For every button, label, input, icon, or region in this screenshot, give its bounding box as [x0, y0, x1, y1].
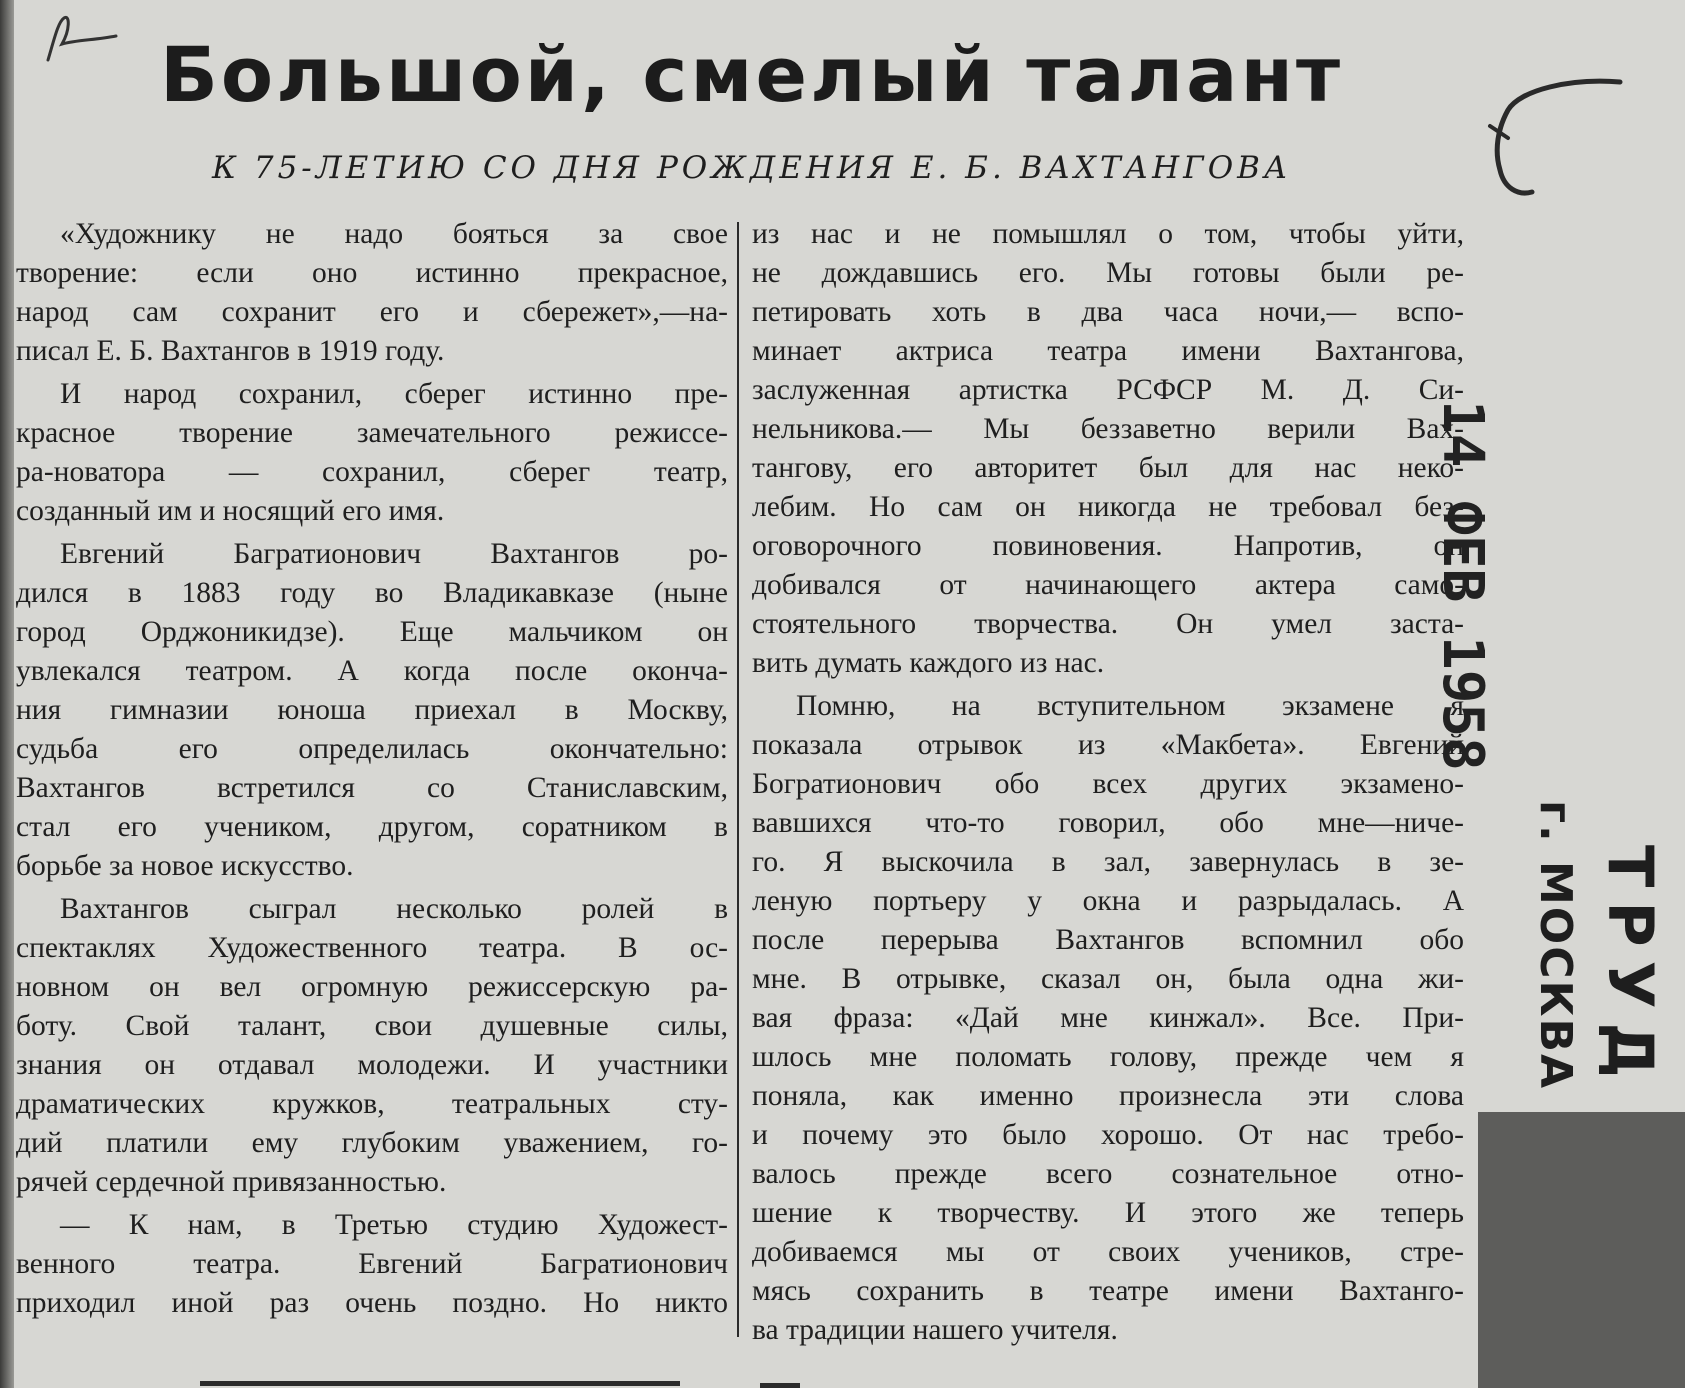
text-line: добиваемся мы от своих учеников, стре-: [752, 1236, 1464, 1268]
text-line: стал его учеником, другом, соратником в: [16, 811, 728, 843]
text-line: нельникова.— Мы беззаветно верили Вах-: [752, 413, 1464, 445]
text-line: шлось мне поломать голову, прежде чем я: [752, 1041, 1464, 1073]
text-line: го. Я выскочила в зал, завернулась в зе-: [752, 846, 1464, 878]
text-line: стоятельного творчества. Он умел заста-: [752, 608, 1464, 640]
text-line: знания он отдавал молодежи. И участники: [16, 1049, 728, 1081]
text-line: творение: если оно истинно прекрасное,: [16, 257, 728, 289]
article-subheadline: К 75-ЛЕТИЮ СО ДНЯ РОЖДЕНИЯ Е. Б. ВАХТАНГОВА: [212, 150, 1292, 186]
text-line: петировать хоть в два часа ночи,— вспо-: [752, 296, 1464, 328]
text-line: писал Е. Б. Вахтангов в 1919 году.: [16, 335, 445, 367]
text-line: Вахтангов встретился со Станиславским,: [16, 772, 728, 804]
text-line: не дождавшись его. Мы готовы были ре-: [752, 257, 1464, 289]
text-line: Вахтангов сыграл несколько ролей в: [60, 893, 728, 925]
clipping-left-edge: [0, 0, 14, 1388]
text-line: ра-новатора — сохранил, сберег театр,: [16, 456, 728, 488]
text-line: народ сам сохранит его и сбережет»,—на-: [16, 296, 728, 328]
date-stamp: 14 ФЕВ 1958: [1430, 400, 1495, 771]
bottom-rule: [760, 1383, 800, 1388]
text-line: Евгений Багратионович Вахтангов ро-: [60, 538, 728, 570]
text-line: красное творение замечательного режиссе-: [16, 417, 728, 449]
text-line: судьба его определилась окончательно:: [16, 733, 728, 765]
text-line: Богратионович обо всех других экзамено-: [752, 768, 1464, 800]
text-line: спектаклях Художественного театра. В ос-: [16, 932, 728, 964]
text-line: добивался от начинающего актера само-: [752, 569, 1464, 601]
text-line: драматических кружков, театральных сту-: [16, 1088, 728, 1120]
text-line: новном он вел огромную режиссерскую ра-: [16, 971, 728, 1003]
text-line: Помню, на вступительном экзамене я: [796, 690, 1464, 722]
text-line: вавшихся что-то говорил, обо мне—ниче-: [752, 807, 1464, 839]
pencil-handwritten-mark: [40, 10, 120, 70]
pencil-hook-mark: [1480, 70, 1630, 200]
text-line: вить думать каждого из нас.: [752, 647, 1105, 679]
text-line: тангову, его авторитет был для нас неко-: [752, 452, 1464, 484]
text-line: заслуженная артистка РСФСР М. Д. Си-: [752, 374, 1464, 406]
text-line: лебим. Но сам он никогда не требовал без-: [752, 491, 1464, 523]
text-line: минает актриса театра имени Вахтангова,: [752, 335, 1464, 367]
text-line: шение к творчеству. И этого же теперь: [752, 1197, 1464, 1229]
column-divider: [737, 222, 739, 1337]
text-line: «Художнику не надо бояться за свое: [60, 218, 728, 250]
text-line: из нас и не помышлял о том, чтобы уйти,: [752, 218, 1464, 250]
text-line: мясь сохранить в театре имени Вахтанго-: [752, 1275, 1464, 1307]
article-column-right: [752, 215, 1464, 1350]
text-line: ния гимназии юноша приехал в Москву,: [16, 694, 728, 726]
text-line: мне. В отрывке, сказал он, была одна жи-: [752, 963, 1464, 995]
article-headline: Большой, смелый талант: [160, 30, 1344, 119]
text-line: созданный им и носящий его имя.: [16, 495, 445, 527]
text-line: рячей сердечной привязанностью.: [16, 1166, 447, 1198]
text-line: дий платили ему глубоким уважением, го-: [16, 1127, 728, 1159]
text-line: борьбе за новое искусство.: [16, 850, 354, 882]
text-line: город Орджоникидзе). Еще мальчиком он: [16, 616, 728, 648]
text-line: — К нам, в Третью студию Художест-: [60, 1209, 728, 1241]
text-line: оговорочного повиновения. Напротив, он: [752, 530, 1464, 562]
city-stamp: г. МОСКВА: [1530, 800, 1581, 1091]
text-line: показала отрывок из «Макбета». Евгений: [752, 729, 1464, 761]
text-line: боту. Свой талант, свои душевные силы,: [16, 1010, 728, 1042]
text-line: ва традиции нашего учителя.: [752, 1314, 1118, 1346]
text-line: вая фраза: «Дай мне кинжал». Все. При-: [752, 1002, 1464, 1034]
bottom-rule: [200, 1381, 680, 1386]
text-line: и почему это было хорошо. От нас требо-: [752, 1119, 1464, 1151]
newspaper-stamp: ТРУД: [1594, 845, 1667, 1092]
text-line: валось прежде всего сознательное отно-: [752, 1158, 1464, 1190]
text-line: увлекался театром. А когда после оконча-: [16, 655, 728, 687]
text-line: после перерыва Вахтангов вспомнил обо: [752, 924, 1464, 956]
article-column-left: [16, 215, 728, 1323]
text-line: И народ сохранил, сберег истинно пре-: [60, 378, 728, 410]
text-line: венного театра. Евгений Багратионович: [16, 1248, 728, 1280]
text-line: поняла, как именно произнесла эти слова: [752, 1080, 1464, 1112]
text-line: приходил иной раз очень поздно. Но никто: [16, 1287, 728, 1319]
text-line: леную портьеру у окна и разрыдалась. А: [752, 885, 1464, 917]
text-line: дился в 1883 году во Владикавказе (ныне: [16, 577, 728, 609]
